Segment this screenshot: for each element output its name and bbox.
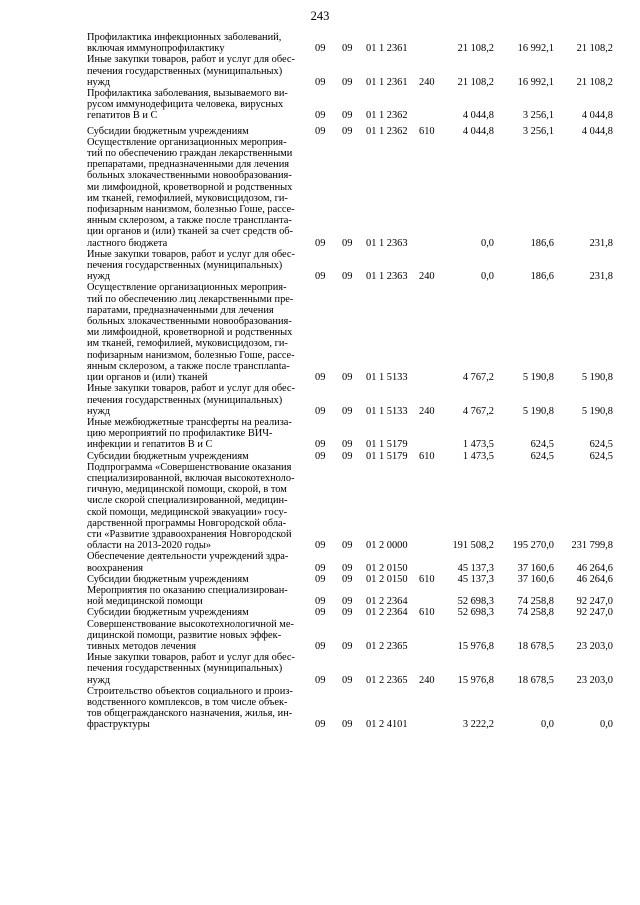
amount-year-3: 46 264,6 xyxy=(576,562,613,574)
amount-year-3: 4 044,8 xyxy=(581,125,613,137)
amount-year-2: 5 190,8 xyxy=(522,405,554,417)
description-line: русом иммунодефицита человека, вирусных xyxy=(87,99,284,111)
expense-type-code: 240 xyxy=(419,674,435,686)
amount-year-1: 15 976,8 xyxy=(457,674,494,686)
amount-year-2: 5 190,8 xyxy=(522,372,554,384)
amount-year-3: 92 247,0 xyxy=(576,596,613,608)
target-article-code: 01 1 2361 xyxy=(366,43,408,55)
table-row xyxy=(0,686,640,731)
target-article-code: 01 1 5133 xyxy=(366,405,408,417)
amount-year-1: 45 137,3 xyxy=(457,573,494,585)
section-code: 09 xyxy=(315,405,326,417)
row-values xyxy=(0,238,640,249)
subsection-code: 09 xyxy=(342,237,353,249)
description-line: Строительство объектов социального и произ- xyxy=(87,685,293,697)
row-values xyxy=(0,126,640,137)
row-description xyxy=(87,462,312,552)
description-line: янным склерозом, а также после трансплanta- xyxy=(87,360,290,372)
section-code: 09 xyxy=(315,271,326,283)
amount-year-2: 3 256,1 xyxy=(522,125,554,137)
description-line: ми лимфоидной, кроветворной и родственных xyxy=(87,181,293,193)
amount-year-3: 5 190,8 xyxy=(581,405,613,417)
subsection-code: 09 xyxy=(342,596,353,608)
expense-type-code: 610 xyxy=(419,573,435,585)
amount-year-1: 21 108,2 xyxy=(457,76,494,88)
amount-year-3: 21 108,2 xyxy=(576,43,613,55)
description-line: гепатитов В и С xyxy=(87,110,158,122)
description-line: Осуществление организационных мероприя- xyxy=(87,282,287,294)
amount-year-2: 18 678,5 xyxy=(517,640,554,652)
description-line: Субсидии бюджетным учреждениям xyxy=(87,607,249,619)
description-line: нужд xyxy=(87,271,111,283)
row-values xyxy=(0,574,640,585)
amount-year-2: 37 160,6 xyxy=(517,562,554,574)
amount-year-2: 195 270,0 xyxy=(512,540,554,552)
amount-year-3: 23 203,0 xyxy=(576,674,613,686)
description-line: Субсидии бюджетным учреждениям xyxy=(87,573,249,585)
table-row xyxy=(0,54,640,88)
subsection-code: 09 xyxy=(342,562,353,574)
subsection-code: 09 xyxy=(342,405,353,417)
row-description xyxy=(87,282,312,383)
description-line: дицинской помощи, развитие новых эффек- xyxy=(87,629,282,641)
amount-year-3: 231 799,8 xyxy=(571,540,613,552)
amount-year-3: 92 247,0 xyxy=(576,607,613,619)
section-code: 09 xyxy=(315,450,326,462)
amount-year-2: 18 678,5 xyxy=(517,674,554,686)
target-article-code: 01 1 5179 xyxy=(366,450,408,462)
target-article-code: 01 1 5179 xyxy=(366,439,408,451)
section-code: 09 xyxy=(315,719,326,731)
section-code: 09 xyxy=(315,125,326,137)
table-row xyxy=(0,585,640,607)
amount-year-1: 0,0 xyxy=(481,237,494,249)
amount-year-3: 624,5 xyxy=(589,439,613,451)
description-line: пофизарным нанизмом, болезнью Гоше, рассе- xyxy=(87,204,295,216)
target-article-code: 01 2 2364 xyxy=(366,607,408,619)
amount-year-2: 186,6 xyxy=(530,271,554,283)
amount-year-1: 191 508,2 xyxy=(452,540,494,552)
description-line: печения государственных (муниципальных) xyxy=(87,260,283,272)
row-values xyxy=(0,675,640,686)
amount-year-2: 74 258,8 xyxy=(517,607,554,619)
amount-year-2: 74 258,8 xyxy=(517,596,554,608)
amount-year-2: 624,5 xyxy=(530,439,554,451)
section-code: 09 xyxy=(315,573,326,585)
section-code: 09 xyxy=(315,43,326,55)
amount-year-1: 1 473,5 xyxy=(462,439,494,451)
amount-year-3: 5 190,8 xyxy=(581,372,613,384)
amount-year-1: 21 108,2 xyxy=(457,43,494,55)
row-values xyxy=(0,43,640,54)
description-line: паратами, предназначенными для лечения xyxy=(87,304,274,316)
table-row xyxy=(0,126,640,137)
description-line: Иные межбюджетные трансферты на реализа- xyxy=(87,416,292,428)
amount-year-2: 37 160,6 xyxy=(517,573,554,585)
description-line: тий по обеспечению лиц лекарственными пре- xyxy=(87,293,294,305)
row-values xyxy=(0,372,640,383)
description-line: ластного бюджета xyxy=(87,237,168,249)
table-row xyxy=(0,282,640,383)
description-line: Субсидии бюджетным учреждениям xyxy=(87,450,249,462)
section-code: 09 xyxy=(315,237,326,249)
amount-year-2: 3 256,1 xyxy=(522,110,554,122)
subsection-code: 09 xyxy=(342,540,353,552)
description-line: Подпрограмма «Совершенствование оказания xyxy=(87,461,292,473)
section-code: 09 xyxy=(315,562,326,574)
description-line: нужд xyxy=(87,674,111,686)
amount-year-3: 4 044,8 xyxy=(581,110,613,122)
row-values xyxy=(0,271,640,282)
row-description xyxy=(87,137,312,249)
section-code: 09 xyxy=(315,540,326,552)
subsection-code: 09 xyxy=(342,125,353,137)
description-line: Иные закупки товаров, работ и услуг для обес- xyxy=(87,54,295,66)
description-line: им тканей, гемофилией, муковисцидозом, ги- xyxy=(87,192,288,204)
row-values xyxy=(0,607,640,618)
section-code: 09 xyxy=(315,372,326,384)
description-line: специализированной, включая высокотехноло- xyxy=(87,472,295,484)
description-line: сти «Развитие здравоохранения Новгородской xyxy=(87,528,292,540)
target-article-code: 01 2 2364 xyxy=(366,596,408,608)
amount-year-3: 231,8 xyxy=(589,237,613,249)
description-line: печения государственных (муниципальных) xyxy=(87,394,283,406)
amount-year-2: 16 992,1 xyxy=(517,76,554,88)
target-article-code: 01 1 5133 xyxy=(366,372,408,384)
amount-year-2: 624,5 xyxy=(530,450,554,462)
description-line: водственного комплексов, в том числе объек- xyxy=(87,696,288,708)
amount-year-1: 3 222,2 xyxy=(462,719,494,731)
description-line: включая иммунопрофилактику xyxy=(87,43,225,55)
amount-year-3: 0,0 xyxy=(600,719,613,731)
description-line: ной медицинской помощи xyxy=(87,596,203,608)
table-row xyxy=(0,462,640,552)
description-line: цию мероприятий по профилактике ВИЧ- xyxy=(87,428,273,440)
subsection-code: 09 xyxy=(342,439,353,451)
description-line: Иные закупки товаров, работ и услуг для обес- xyxy=(87,383,295,395)
description-line: дарственной программы Новгородской обла- xyxy=(87,517,287,529)
description-line: воохранения xyxy=(87,562,144,574)
amount-year-2: 0,0 xyxy=(541,719,554,731)
section-code: 09 xyxy=(315,607,326,619)
description-line: пофизарным нанизмом, болезнью Гоше, рассе- xyxy=(87,349,295,361)
target-article-code: 01 1 2361 xyxy=(366,76,408,88)
description-line: им тканей, гемофилией, муковисцидозом, ги- xyxy=(87,338,288,350)
expense-type-code: 240 xyxy=(419,271,435,283)
amount-year-1: 45 137,3 xyxy=(457,562,494,574)
expense-type-code: 610 xyxy=(419,450,435,462)
description-line: Осуществление организационных мероприя- xyxy=(87,136,287,148)
description-line: нужд xyxy=(87,405,111,417)
table-row xyxy=(0,32,640,54)
table-row xyxy=(0,417,640,451)
description-line: нужд xyxy=(87,76,111,88)
description-line: препаратами, предназначенными для лечения xyxy=(87,159,290,171)
subsection-code: 09 xyxy=(342,372,353,384)
description-line: тивных методов лечения xyxy=(87,640,197,652)
description-line: Профилактика заболевания, вызываемого ви- xyxy=(87,88,288,100)
table-row xyxy=(0,137,640,249)
section-code: 09 xyxy=(315,640,326,652)
description-line: области на 2013-2020 годы» xyxy=(87,540,212,552)
subsection-code: 09 xyxy=(342,719,353,731)
description-line: Иные закупки товаров, работ и услуг для обес- xyxy=(87,652,295,664)
table-row xyxy=(0,88,640,122)
amount-year-3: 46 264,6 xyxy=(576,573,613,585)
amount-year-1: 52 698,3 xyxy=(457,596,494,608)
section-code: 09 xyxy=(315,439,326,451)
amount-year-3: 23 203,0 xyxy=(576,640,613,652)
section-code: 09 xyxy=(315,76,326,88)
section-code: 09 xyxy=(315,110,326,122)
subsection-code: 09 xyxy=(342,640,353,652)
subsection-code: 09 xyxy=(342,76,353,88)
section-code: 09 xyxy=(315,596,326,608)
target-article-code: 01 2 0000 xyxy=(366,540,408,552)
row-values xyxy=(0,719,640,730)
expense-type-code: 610 xyxy=(419,125,435,137)
target-article-code: 01 2 4101 xyxy=(366,719,408,731)
amount-year-1: 4 044,8 xyxy=(462,110,494,122)
amount-year-1: 4 044,8 xyxy=(462,125,494,137)
expense-type-code: 240 xyxy=(419,405,435,417)
description-line: Субсидии бюджетным учреждениям xyxy=(87,125,249,137)
target-article-code: 01 1 2362 xyxy=(366,110,408,122)
section-code: 09 xyxy=(315,674,326,686)
table-row xyxy=(0,652,640,686)
description-line: печения государственных (муниципальных) xyxy=(87,663,283,675)
description-line: ции органов и (или) тканей xyxy=(87,372,208,384)
description-line: Совершенствование высокотехнологичной ме- xyxy=(87,618,294,630)
subsection-code: 09 xyxy=(342,573,353,585)
amount-year-1: 0,0 xyxy=(481,271,494,283)
row-values xyxy=(0,439,640,450)
description-line: больных злокачественными новообразования- xyxy=(87,316,292,328)
amount-year-2: 186,6 xyxy=(530,237,554,249)
description-line: тий по обеспечению граждан лекарственными xyxy=(87,148,293,160)
table-row xyxy=(0,619,640,653)
subsection-code: 09 xyxy=(342,607,353,619)
target-article-code: 01 2 0150 xyxy=(366,562,408,574)
amount-year-3: 624,5 xyxy=(589,450,613,462)
subsection-code: 09 xyxy=(342,271,353,283)
description-line: Обеспечение деятельности учреждений здра- xyxy=(87,551,289,563)
subsection-code: 09 xyxy=(342,674,353,686)
budget-table xyxy=(0,32,640,731)
row-values xyxy=(0,596,640,607)
amount-year-3: 21 108,2 xyxy=(576,76,613,88)
amount-year-1: 1 473,5 xyxy=(462,450,494,462)
row-values xyxy=(0,641,640,652)
table-row xyxy=(0,451,640,462)
subsection-code: 09 xyxy=(342,110,353,122)
table-row xyxy=(0,607,640,618)
target-article-code: 01 1 2362 xyxy=(366,125,408,137)
description-line: ми лимфоидной, кроветворной и родственных xyxy=(87,327,293,339)
target-article-code: 01 1 2363 xyxy=(366,237,408,249)
description-line: тов общегражданского назначения, жилья, ин- xyxy=(87,708,293,720)
row-values xyxy=(0,563,640,574)
target-article-code: 01 2 2365 xyxy=(366,640,408,652)
description-line: ской помощи, медицинской эвакуации» госу- xyxy=(87,506,288,518)
amount-year-1: 52 698,3 xyxy=(457,607,494,619)
row-values xyxy=(0,77,640,88)
amount-year-1: 4 767,2 xyxy=(462,372,494,384)
description-line: фраструктуры xyxy=(87,719,150,731)
description-line: Иные закупки товаров, работ и услуг для обес- xyxy=(87,248,295,260)
table-row xyxy=(0,551,640,573)
row-values xyxy=(0,451,640,462)
amount-year-3: 231,8 xyxy=(589,271,613,283)
description-line: Профилактика инфекционных заболеваний, xyxy=(87,32,282,43)
target-article-code: 01 1 2363 xyxy=(366,271,408,283)
row-values xyxy=(0,540,640,551)
row-values xyxy=(0,110,640,121)
expense-type-code: 610 xyxy=(419,607,435,619)
table-row xyxy=(0,383,640,417)
table-row xyxy=(0,249,640,283)
row-values xyxy=(0,406,640,417)
description-line: ции органов и (или) тканей за счет средств об- xyxy=(87,226,294,238)
page-number: 243 xyxy=(310,9,330,23)
subsection-code: 09 xyxy=(342,43,353,55)
expense-type-code: 240 xyxy=(419,76,435,88)
amount-year-2: 16 992,1 xyxy=(517,43,554,55)
description-line: инфекции и гепатитов В и С xyxy=(87,439,213,451)
amount-year-1: 4 767,2 xyxy=(462,405,494,417)
description-line: печения государственных (муниципальных) xyxy=(87,65,283,77)
description-line: Мероприятия по оказанию специализирован- xyxy=(87,584,288,596)
table-row xyxy=(0,574,640,585)
description-line: гичную, медицинской помощи, скорой, в том xyxy=(87,484,287,496)
description-line: янным склерозом, а также после транспланта- xyxy=(87,215,292,227)
target-article-code: 01 2 0150 xyxy=(366,573,408,585)
target-article-code: 01 2 2365 xyxy=(366,674,408,686)
amount-year-1: 15 976,8 xyxy=(457,640,494,652)
description-line: больных злокачественными новообразования- xyxy=(87,170,292,182)
subsection-code: 09 xyxy=(342,450,353,462)
description-line: числе скорой специализированной, медицин- xyxy=(87,495,288,507)
